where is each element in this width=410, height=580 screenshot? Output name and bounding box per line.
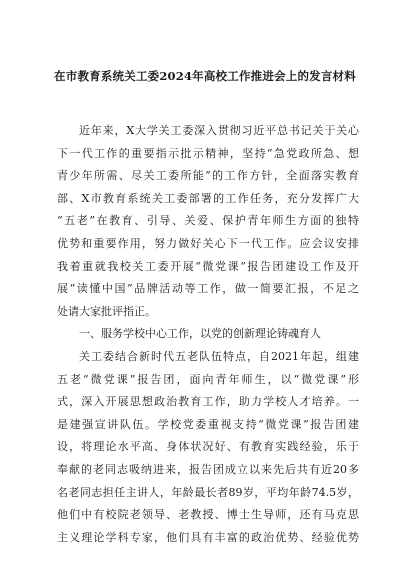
- document-body: [57, 120, 359, 549]
- paragraph-line: 是建强宣讲队伍。学校党委重视支持“微党课”报告团建: [57, 417, 359, 431]
- paragraph-line: 部、X市教育系统关工委部署的工作任务，充分发挥广大: [57, 191, 359, 205]
- paragraph-line: 奉献的老同志吸纳进来，报告团成立以来先后共有近20多: [57, 462, 359, 476]
- section-heading: 一、服务学校中心工作，以党的创新理论铸魂育人: [79, 327, 321, 341]
- paragraph-line: 主义理论学科专家，他们具有丰富的政治优势、经验优势: [57, 530, 359, 544]
- paragraph-line: 他们中有校院老领导、老教授、博士生导师，还有马克思: [57, 508, 359, 522]
- paragraph-line: 青少年所需、尽关工委所能”的工作方针，全面落实教育: [57, 169, 359, 183]
- paragraph-line: 关工委结合新时代五老队伍特点，自2021年起，组建: [79, 349, 359, 363]
- paragraph-line: 处请大家批评指正。: [57, 304, 156, 318]
- paragraph-line: 式，深入开展思想政治教育工作，助力学校人才培养。一: [57, 395, 359, 409]
- document-title: 在市教育系统关工委2024年高校工作推进会上的发言材料: [54, 69, 356, 83]
- paragraph-line: 设，将理论水平高、身体状况好、有教育实践经验，乐于: [57, 440, 359, 454]
- paragraph-line: 优势和重要作用，努力做好关心下一代工作。应会议安排: [57, 236, 359, 250]
- paragraph-line: 名老同志担任主讲人，年龄最长者89岁，平均年龄74.5岁，: [57, 485, 359, 499]
- paragraph-line: 我着重就我校关工委开展“微党课”报告团建设工作及开: [57, 259, 359, 273]
- paragraph-line: “五老”在教育、引导、关爱、保护青年师生方面的独特: [57, 214, 359, 228]
- paragraph-line: 近年来，X大学关工委深入贯彻习近平总书记关于关心: [79, 124, 359, 137]
- paragraph-line: 展“读懂中国”品牌活动等工作，做一简要汇报，不足之: [57, 282, 359, 296]
- paragraph-line: 五老“微党课”报告团，面向青年师生，以“微党课”形: [57, 372, 359, 386]
- paragraph-line: 下一代工作的重要指示批示精神，坚持“急党政所急、想: [57, 146, 359, 160]
